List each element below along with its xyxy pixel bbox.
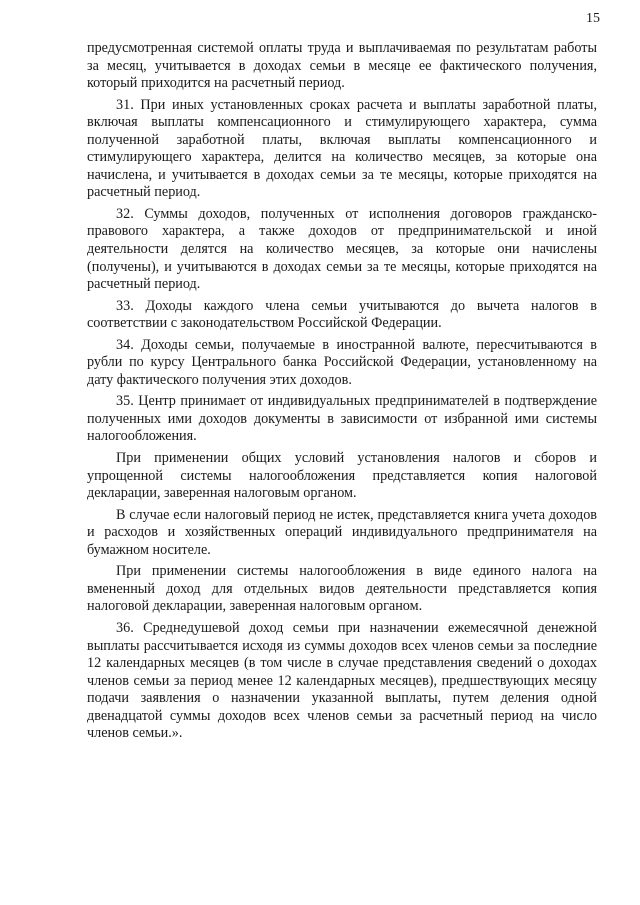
paragraph-31: 31. При иных установленных сроках расчета и выплаты заработной платы, включая выплаты компенсационного и стимулирующего характера, сумма полученной заработной платы, включая выплаты компенсационного и стимулирующего характера, делится на количество месяцев, за которые она начислена, и учитывается в доходах семьи за те месяцы, которые приходятся на расчетный период. xyxy=(87,96,597,201)
page-number: 15 xyxy=(586,11,600,26)
paragraph-34: 34. Доходы семьи, получаемые в иностранной валюте, пересчитываются в рубли по курсу Центрального банка Российской Федерации, установленному на дату фактического получения этих доходов. xyxy=(87,336,597,388)
paragraph-35-imputed-income-tax: При применении системы налогообложения в виде единого налога на вмененный доход для отдельных видов деятельности представляется копия налоговой декларации, заверенная налоговым органом. xyxy=(87,563,597,615)
paragraph-33: 33. Доходы каждого члена семьи учитываются до вычета налогов в соответствии с законодательством Российской Федерации. xyxy=(87,297,597,332)
paragraph-36: 36. Среднедушевой доход семьи при назначении ежемесячной денежной выплаты рассчитывается исходя из суммы доходов всех членов семьи за последние 12 календарных месяцев (в том числе в случае представления сведений о доходах членов семьи за период менее 12 календарных месяцев), предшествующих месяцу подачи заявления о назначении указанной выплаты, путем деления одной двенадцатой суммы доходов всех членов семьи за расчетный период на число членов семьи.». xyxy=(87,619,597,742)
paragraph-35-general-regime: При применении общих условий установления налогов и сборов и упрощенной системы налогообложения представляется копия налоговой декларации, заверенная налоговым органом. xyxy=(87,450,597,502)
paragraph-35-period-not-expired: В случае если налоговый период не истек, представляется книга учета доходов и расходов и хозяйственных операций индивидуального предпринимателя на бумажном носителе. xyxy=(87,506,597,558)
paragraph-35: 35. Центр принимает от индивидуальных предпринимателей в подтверждение полученных ими доходов документы в зависимости от избранной ими системы налогообложения. xyxy=(87,393,597,445)
document-body xyxy=(87,40,597,743)
paragraph-30-continuation: предусмотренная системой оплаты труда и выплачиваемая по результатам работы за месяц, учитывается в доходах семьи в месяце ее фактического получения, который приходится на расчетный период. xyxy=(87,40,597,92)
paragraph-32: 32. Суммы доходов, полученных от исполнения договоров гражданско-правового характера, а также доходов от предпринимательской и иной деятельности делятся на количество месяцев, за которые они начислены (получены), и учитываются в доходах семьи за те месяцы, которые приходятся на расчетный период. xyxy=(87,205,597,293)
